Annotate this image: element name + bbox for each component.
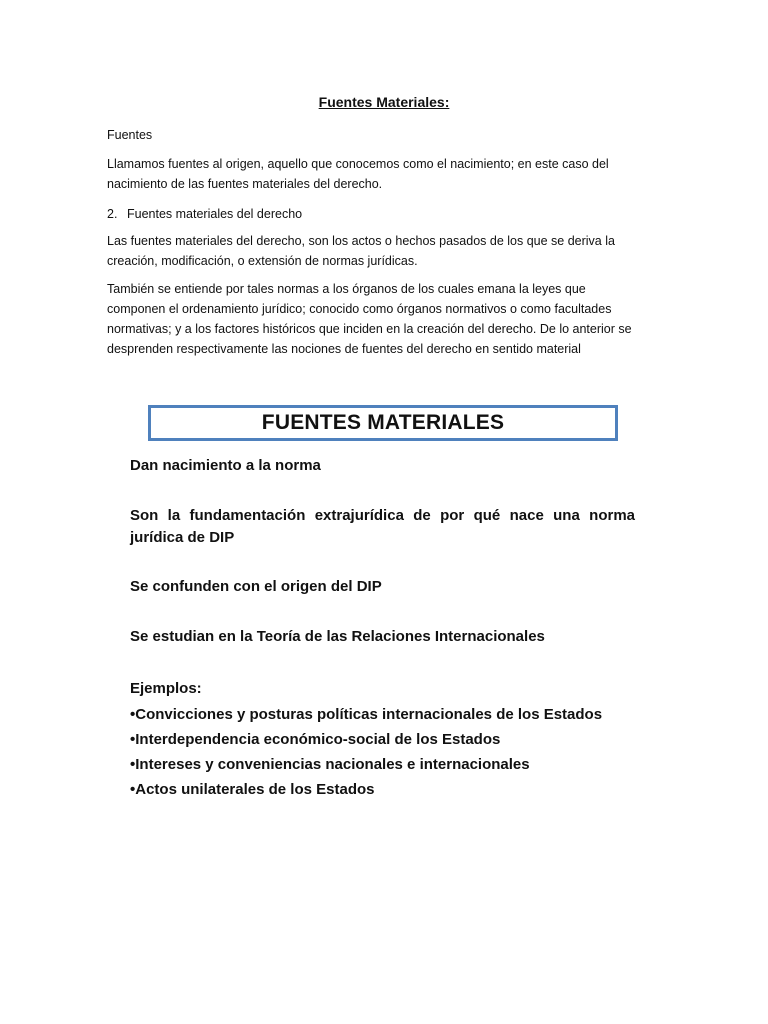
example-item: •Convicciones y posturas políticas internacionales de los Estados bbox=[130, 706, 603, 723]
numbered-item-number: 2. bbox=[107, 207, 118, 221]
examples-list bbox=[130, 702, 650, 802]
slide-point: Se estudian en la Teoría de las Relaciones Internacionales bbox=[130, 628, 545, 645]
numbered-item-text: Fuentes materiales del derecho bbox=[127, 207, 303, 221]
example-item: •Actos unilaterales de los Estados bbox=[130, 781, 375, 798]
example-item: •Intereses y conveniencias nacionales e internacionales bbox=[130, 756, 530, 773]
slide-point: Dan nacimiento a la norma bbox=[130, 457, 321, 474]
paragraph-definition: Llamamos fuentes al origen, aquello que conocemos como el nacimiento; en este caso del nacimiento de las fuentes materiales del derecho. bbox=[107, 157, 609, 191]
paragraph-material-sources: Las fuentes materiales del derecho, son los actos o hechos pasados de los que se deriva la creación, modificación, o extensión de normas jurídicas. bbox=[107, 234, 615, 268]
section-label: Fuentes bbox=[107, 128, 153, 142]
paragraph-normative-organs: También se entiende por tales normas a los órganos de los cuales emana la leyes que componen el ordenamiento jurídico; conocido como órganos normativos o como facultades normativas; y a los factores históricos que inciden en la creación del derecho. De lo anterior se desprenden respectivamente las nociones de fuentes del derecho en sentido material bbox=[107, 282, 632, 356]
slide-title: FUENTES MATERIALES bbox=[261, 411, 505, 434]
slide-point: Se confunden con el origen del DIP bbox=[130, 578, 382, 595]
slide-title-box bbox=[148, 405, 618, 441]
numbered-item bbox=[107, 204, 647, 224]
example-item: •Interdependencia económico-social de los Estados bbox=[130, 731, 501, 748]
document-title: Fuentes Materiales: bbox=[318, 94, 450, 110]
examples-label: Ejemplos: bbox=[130, 680, 202, 697]
slide-point: Son la fundamentación extrajurídica de por qué nace una norma jurídica de DIP bbox=[130, 507, 635, 546]
